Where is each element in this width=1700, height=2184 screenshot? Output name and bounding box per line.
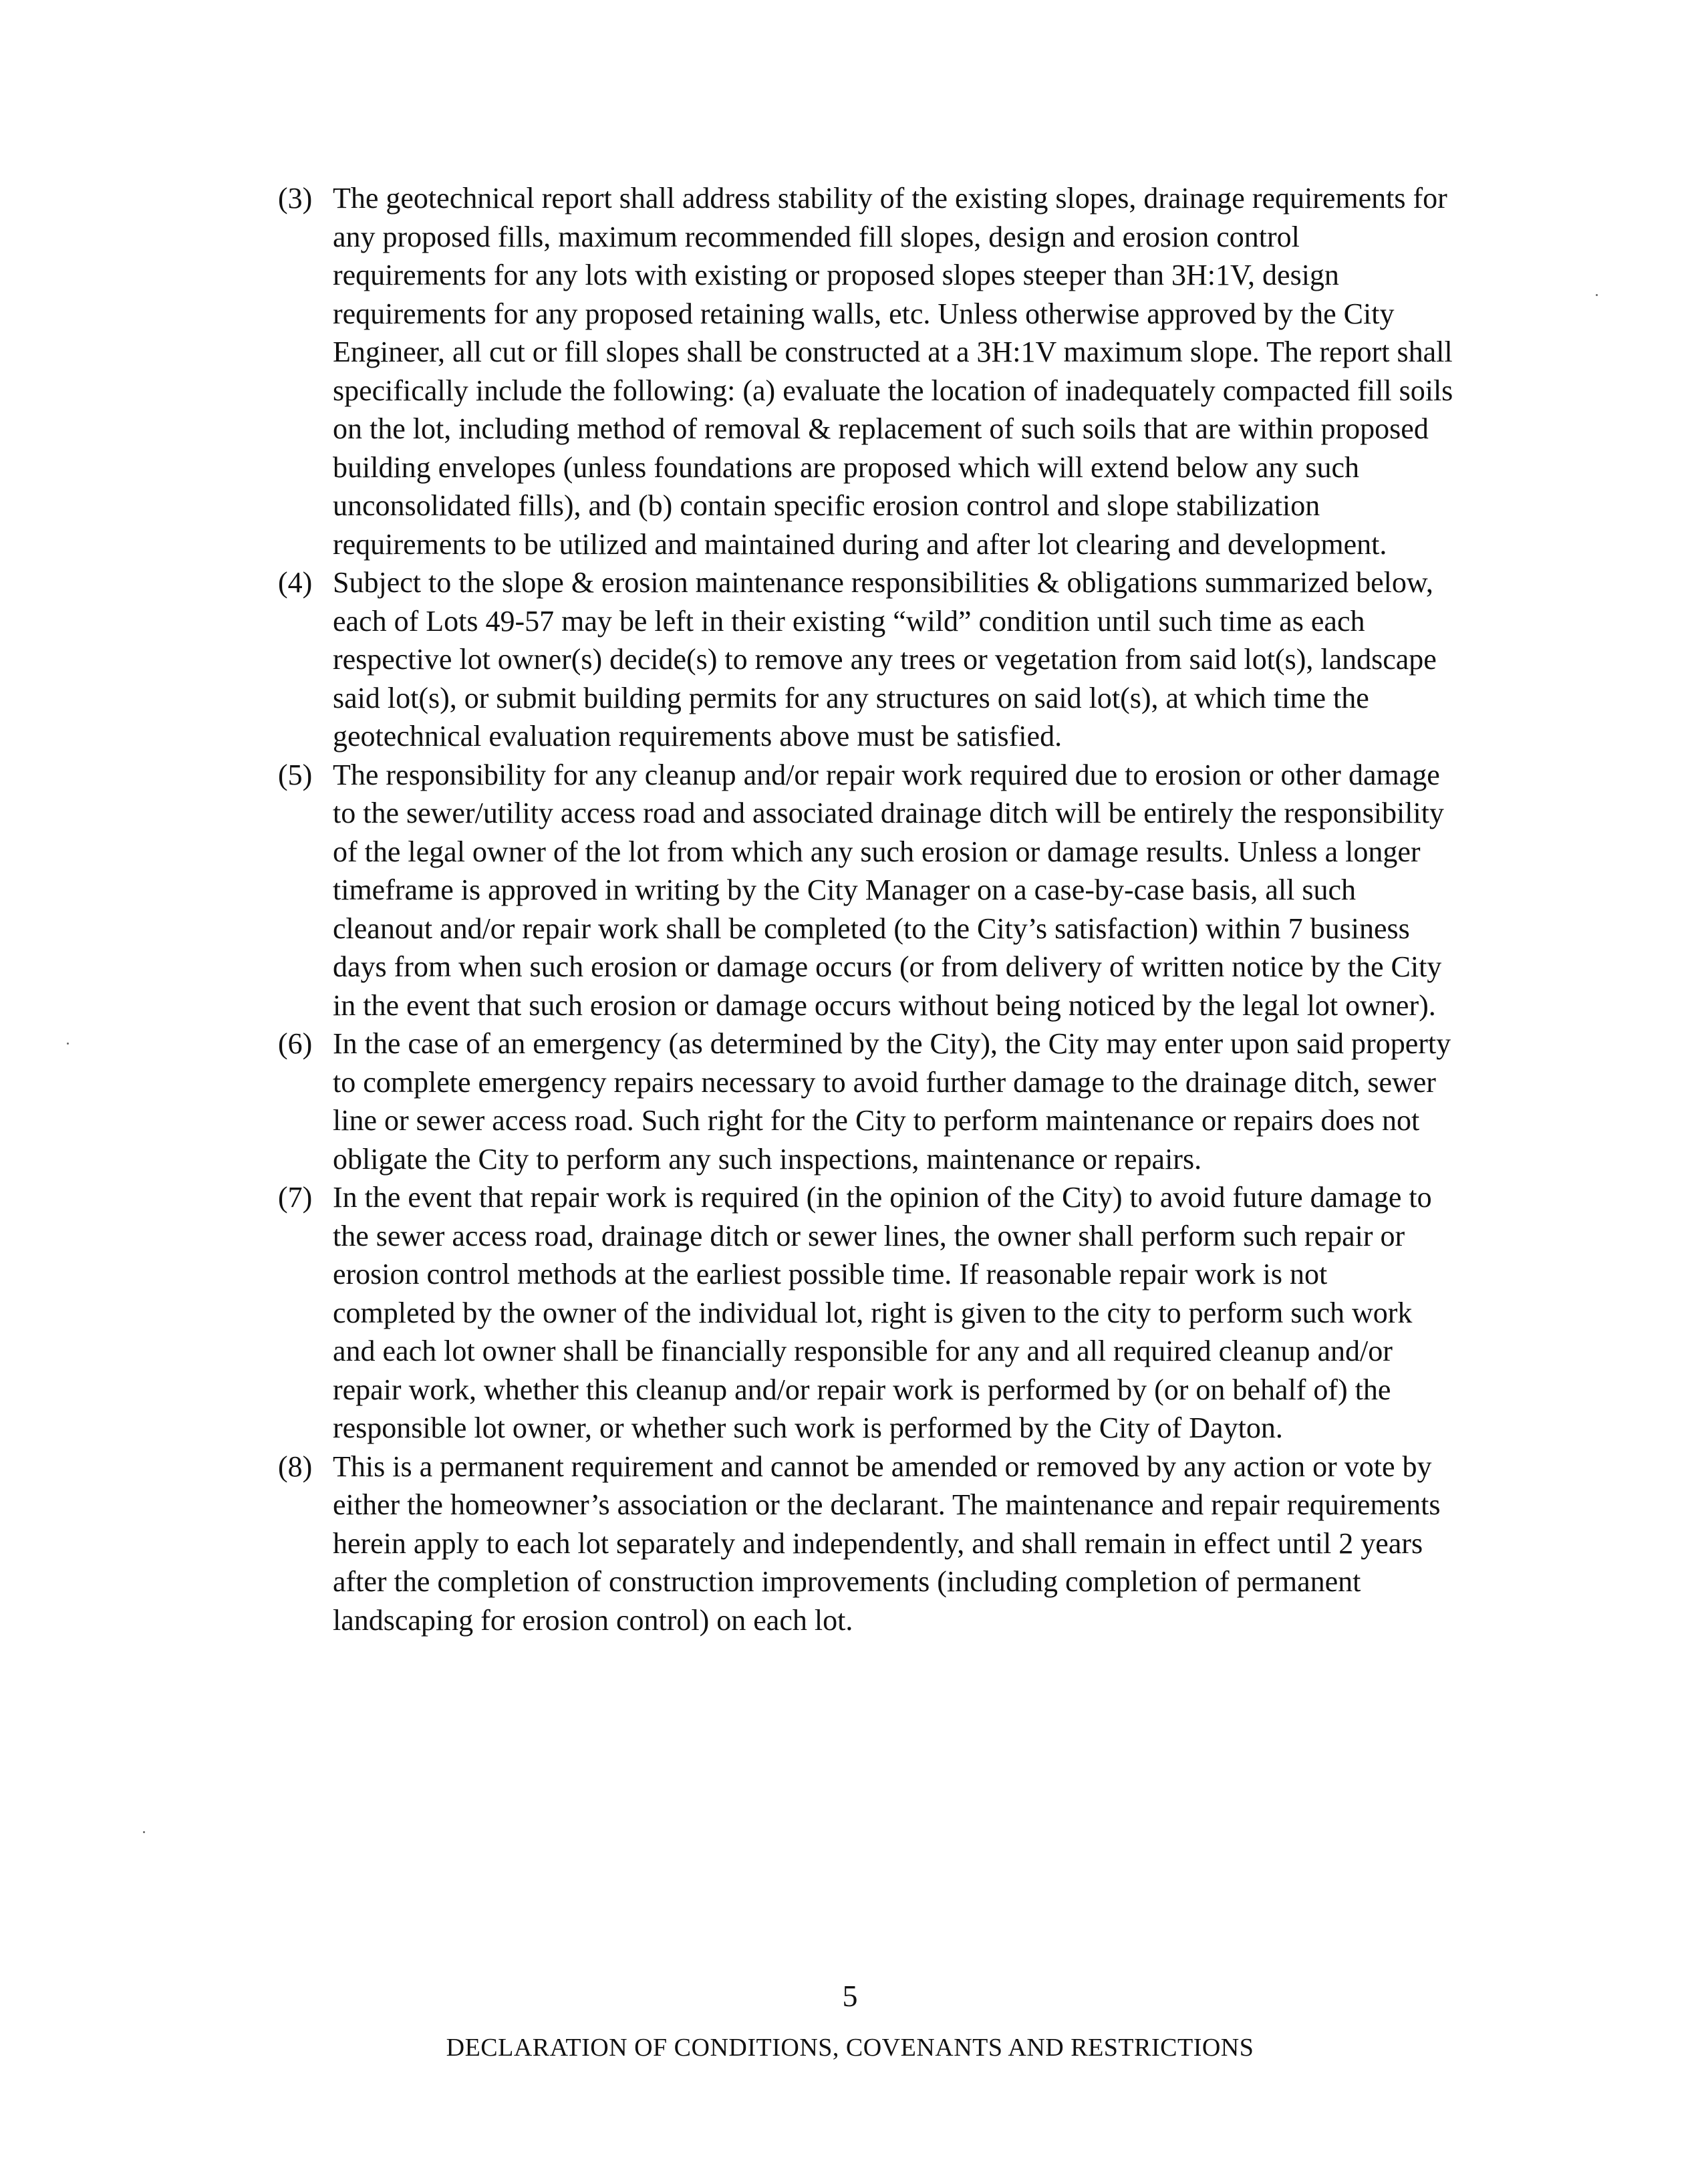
page-number: 5: [842, 1979, 858, 2013]
scan-speck: [67, 1043, 69, 1045]
item-number: (8): [278, 1450, 313, 1483]
list-item: [278, 179, 1454, 563]
scan-speck: [1596, 294, 1598, 296]
list-item: [278, 563, 1454, 756]
item-number: (3): [278, 182, 313, 215]
footer-title: DECLARATION OF CONDITIONS, COVENANTS AND RESTRICTIONS: [446, 2034, 1254, 2062]
item-text: Subject to the slope & erosion maintenance responsibilities & obligations summarized below, each of Lots 49-57 may be left in their existing “wild” condition until such time as each respective lot owner(s) decide(s) to remove any trees or vegetation from said lot(s), landscape said lot(s), or submit building permits for any structures on said lot(s), at which time the geotechnical evaluation requirements above must be satisfied.: [333, 566, 1437, 753]
item-number: (6): [278, 1027, 313, 1060]
scan-speck: [143, 1831, 145, 1833]
list-item: [278, 1025, 1454, 1178]
list-item: [278, 756, 1454, 1025]
item-text: In the event that repair work is required (in the opinion of the City) to avoid future damage to the sewer access road, drainage ditch or sewer lines, the owner shall perform such repair or erosion control methods at the earliest possible time. If reasonable repair work is not completed by the owner of the individual lot, right is given to the city to perform such work and each lot owner shall be financially responsible for any and all required cleanup and/or repair work, whether this cleanup and/or repair work is performed by (or on behalf of) the responsible lot owner, or whether such work is performed by the City of Dayton.: [333, 1181, 1432, 1444]
numbered-list: [278, 179, 1454, 1639]
item-text: The geotechnical report shall address stability of the existing slopes, drainage requirements for any proposed fills, maximum recommended fill slopes, design and erosion control requirements for any lots with existing or proposed slopes steeper than 3H:1V, design requirements for any proposed retaining walls, etc. Unless otherwise approved by the City Engineer, all cut or fill slopes shall be constructed at a 3H:1V maximum slope. The report shall specifically include the following: (a) evaluate the location of inadequately compacted fill soils on the lot, including method of removal & replacement of such soils that are within proposed building envelopes (unless foundations are proposed which will extend below any such unconsolidated fills), and (b) contain specific erosion control and slope stabilization requirements to be utilized and maintained during and after lot clearing and development.: [333, 182, 1453, 561]
list-item: [278, 1448, 1454, 1640]
item-text: In the case of an emergency (as determined by the City), the City may enter upon said property to complete emergency repairs necessary to avoid further damage to the drainage ditch, sewer line or sewer access road. Such right for the City to perform maintenance or repairs does not obligate the City to perform any such inspections, maintenance or repairs.: [333, 1027, 1451, 1176]
list-item: [278, 1178, 1454, 1448]
item-number: (7): [278, 1181, 313, 1214]
item-number: (5): [278, 758, 313, 791]
item-text: The responsibility for any cleanup and/or repair work required due to erosion or other damage to the sewer/utility access road and associated drainage ditch will be entirely the responsibility of the legal owner of the lot from which any such erosion or damage results. Unless a longer timeframe is approved in writing by the City Manager on a case-by-case basis, all such cleanout and/or repair work shall be completed (to the City’s satisfaction) within 7 business days from when such erosion or damage occurs (or from delivery of written notice by the City in the event that such erosion or damage occurs without being noticed by the legal lot owner).: [333, 758, 1444, 1022]
item-number: (4): [278, 566, 313, 599]
item-text: This is a permanent requirement and cannot be amended or removed by any action or vote by either the homeowner’s association or the declarant. The maintenance and repair requirements herein apply to each lot separately and independently, and shall remain in effect until 2 years after the completion of construction improvements (including completion of permanent landscaping for erosion control) on each lot.: [333, 1450, 1441, 1637]
